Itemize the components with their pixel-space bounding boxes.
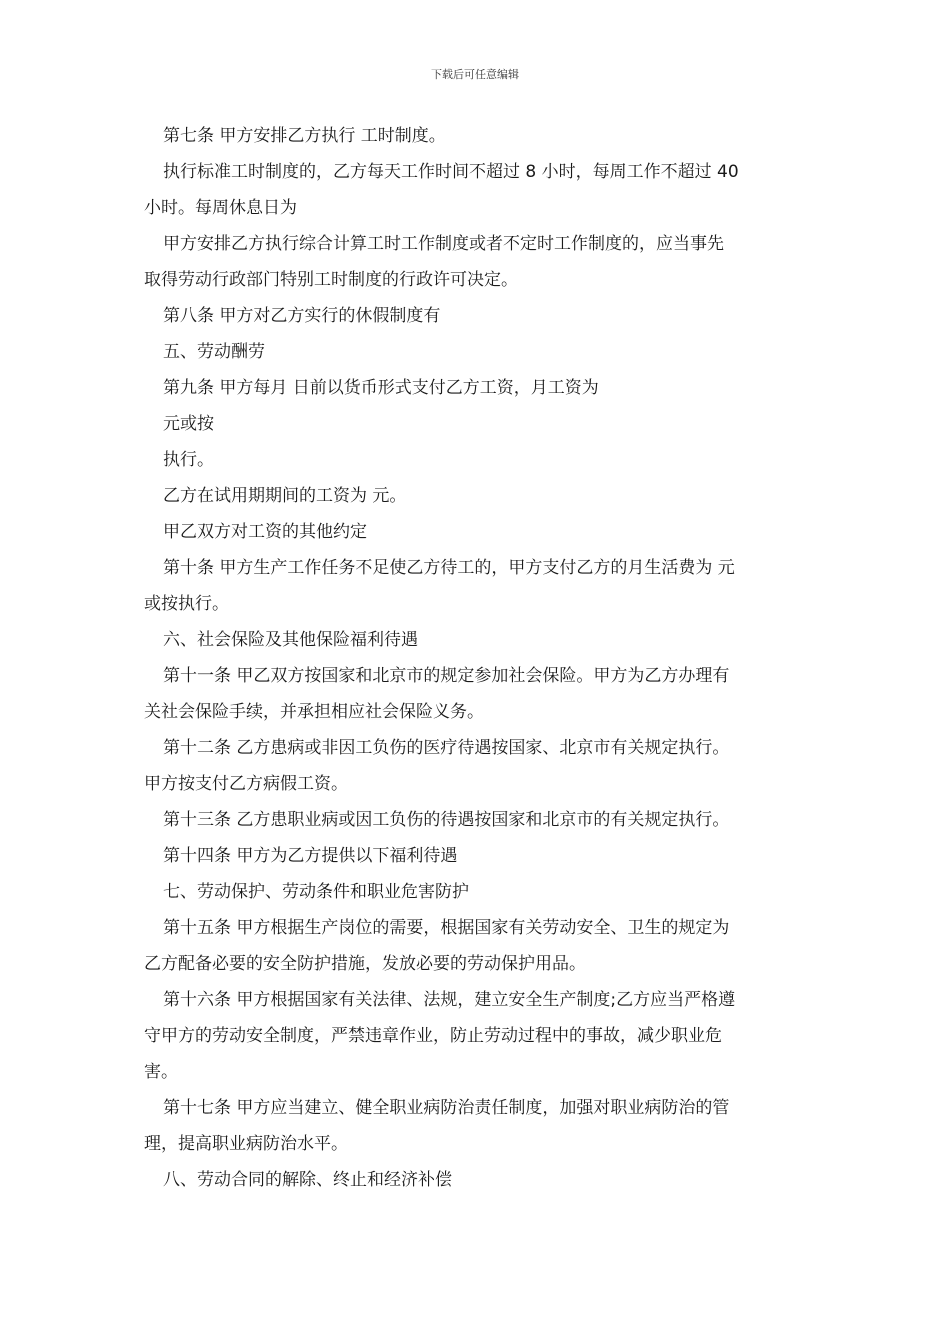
section-heading: 五、劳动酬劳 [163, 342, 265, 362]
paragraph-line: 元或按 [163, 414, 214, 434]
paragraph-line: 理，提高职业病防治水平。 [144, 1134, 348, 1154]
paragraph-line: 或按执行。 [144, 594, 229, 614]
paragraph-line: 第十六条 甲方根据国家有关法律、法规，建立安全生产制度;乙方应当严格遵 [163, 990, 736, 1010]
paragraph-line: 执行标准工时制度的，乙方每天工作时间不超过 8 小时，每周工作不超过 40 [163, 162, 739, 182]
section-heading: 八、劳动合同的解除、终止和经济补偿 [163, 1170, 452, 1190]
paragraph-line: 第十五条 甲方根据生产岗位的需要，根据国家有关劳动安全、卫生的规定为 [163, 918, 730, 938]
paragraph-line: 第十三条 乙方患职业病或因工负伤的待遇按国家和北京市的有关规定执行。 [163, 810, 730, 830]
paragraph-line: 第十条 甲方生产工作任务不足使乙方待工的，甲方支付乙方的月生活费为 元 [163, 558, 735, 578]
paragraph-line: 第十四条 甲方为乙方提供以下福利待遇 [163, 846, 458, 866]
section-heading: 七、劳动保护、劳动条件和职业危害防护 [163, 882, 469, 902]
paragraph-line: 第七条 甲方安排乙方执行 工时制度。 [163, 126, 446, 146]
paragraph-line: 守甲方的劳动安全制度，严禁违章作业，防止劳动过程中的事故，减少职业危 [144, 1026, 722, 1046]
paragraph-line: 执行。 [163, 450, 214, 470]
paragraph-line: 害。 [144, 1062, 178, 1082]
section-heading: 六、社会保险及其他保险福利待遇 [163, 630, 418, 650]
paragraph-line: 第十二条 乙方患病或非因工负伤的医疗待遇按国家、北京市有关规定执行。 [163, 738, 730, 758]
page-header: 下载后可任意编辑 [431, 68, 519, 81]
paragraph-line: 甲方安排乙方执行综合计算工时工作制度或者不定时工作制度的，应当事先 [163, 234, 724, 254]
paragraph-line: 小时。每周休息日为 [144, 198, 297, 218]
paragraph-line: 第九条 甲方每月 日前以货币形式支付乙方工资，月工资为 [163, 378, 599, 398]
paragraph-line: 甲乙双方对工资的其他约定 [163, 522, 367, 542]
paragraph-line: 第八条 甲方对乙方实行的休假制度有 [163, 306, 441, 326]
paragraph-line: 关社会保险手续，并承担相应社会保险义务。 [144, 702, 484, 722]
paragraph-line: 第十七条 甲方应当建立、健全职业病防治责任制度，加强对职业病防治的管 [163, 1098, 730, 1118]
document-body [144, 118, 812, 1198]
paragraph-line: 第十一条 甲乙双方按国家和北京市的规定参加社会保险。甲方为乙方办理有 [163, 666, 730, 686]
paragraph-line: 乙方在试用期期间的工资为 元。 [163, 486, 407, 506]
paragraph-line: 乙方配备必要的安全防护措施，发放必要的劳动保护用品。 [144, 954, 586, 974]
paragraph-line: 取得劳动行政部门特别工时制度的行政许可决定。 [144, 270, 518, 290]
paragraph-line: 甲方按支付乙方病假工资。 [144, 774, 348, 794]
